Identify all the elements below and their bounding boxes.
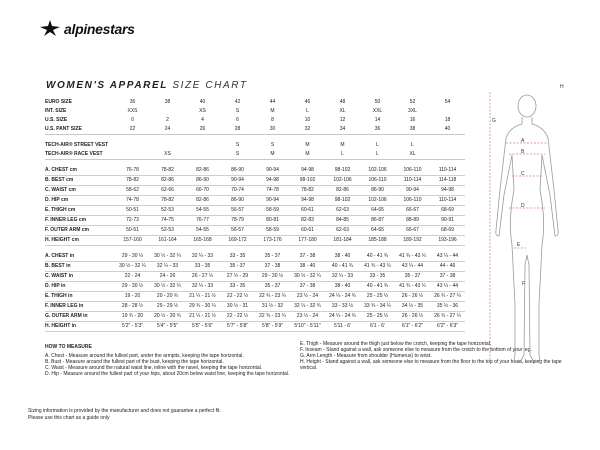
size-cell: L bbox=[411, 142, 414, 148]
measurement-row-in bbox=[45, 282, 465, 292]
size-cell: 74-75 bbox=[150, 216, 185, 226]
row-label: D. HIP cm bbox=[45, 196, 115, 206]
size-cell: 33 - 35 bbox=[220, 282, 255, 292]
size-cell: 76-78 bbox=[115, 166, 150, 176]
size-cell: 33 - 35 bbox=[185, 262, 220, 272]
size-cell: 37 - 38 bbox=[290, 252, 325, 262]
size-cell: 43 ¼ - 44 bbox=[395, 262, 430, 272]
size-cell: 27 ½ - 29 bbox=[220, 272, 255, 282]
size-cell: 6 bbox=[236, 117, 239, 123]
size-cell: 2 bbox=[166, 117, 169, 123]
size-cell: 82-86 bbox=[325, 186, 360, 196]
measurement-row-in bbox=[45, 252, 465, 262]
size-cell: 40 bbox=[199, 99, 206, 105]
row-label: U.S. SIZE bbox=[45, 117, 68, 123]
size-cell: 161-164 bbox=[150, 236, 185, 246]
size-cell bbox=[150, 107, 185, 116]
row-label: B. BEST cm bbox=[45, 176, 115, 186]
size-cell: 102-106 bbox=[360, 166, 395, 176]
row-label: C. WAIST in bbox=[45, 272, 115, 282]
size-cell: 70-74 bbox=[220, 186, 255, 196]
size-cell: 25 - 25 ½ bbox=[360, 312, 395, 322]
size-cell: 23 ½ - 24 bbox=[290, 292, 325, 302]
size-cell: 33 ¾ - 34 ¼ bbox=[360, 302, 395, 312]
size-cell: 37 - 38 bbox=[430, 272, 465, 282]
size-cell: 50-51 bbox=[115, 226, 150, 236]
size-cell: 26 - 26 ½ bbox=[395, 292, 430, 302]
size-cell: 35 - 37 bbox=[255, 282, 290, 292]
size-cell: 43 ¼ - 44 bbox=[430, 252, 465, 262]
size-cell: 41 ¾ - 43 ¼ bbox=[395, 282, 430, 292]
measurement-row-in bbox=[45, 292, 465, 302]
size-cell: 24 - 26 bbox=[150, 272, 185, 282]
size-cell: 78-82 bbox=[115, 176, 150, 186]
size-cell: 31 ½ - 32 bbox=[255, 302, 290, 312]
size-cell: 44 bbox=[269, 99, 276, 105]
measurement-row-cm bbox=[45, 226, 465, 236]
measurement-row-cm bbox=[45, 186, 465, 196]
size-cell: 26 - 26 ½ bbox=[395, 312, 430, 322]
row-label: A. CHEST in bbox=[45, 252, 115, 262]
size-cell: 40 - 41 ¾ bbox=[360, 282, 395, 292]
size-cell: 165-168 bbox=[185, 236, 220, 246]
size-cell bbox=[430, 141, 465, 150]
size-cell: 169-172 bbox=[220, 236, 255, 246]
size-cell: 62-63 bbox=[325, 226, 360, 236]
size-cell: L bbox=[376, 142, 379, 148]
size-cell: 32 bbox=[304, 126, 311, 132]
size-cell: 66-67 bbox=[395, 206, 430, 216]
page-title-bold: WOMEN'S APPAREL bbox=[46, 80, 168, 91]
size-cell: XL bbox=[339, 108, 346, 114]
size-cell: 26 ¾ - 27 ¼ bbox=[430, 292, 465, 302]
measure-instruction: B. Bust - Measure around the fullest part of the bust, keeping the tape horizontal. bbox=[45, 359, 224, 365]
size-cell: 6'2" - 6'3" bbox=[430, 322, 465, 332]
size-cell: 29 ¾ - 30 ¼ bbox=[185, 302, 220, 312]
size-cell: 22 - 22 ½ bbox=[220, 312, 255, 322]
size-cell: 110-114 bbox=[430, 196, 465, 206]
size-cell: 114-118 bbox=[430, 176, 465, 186]
size-cell bbox=[185, 150, 220, 160]
size-cell: 22 - 24 bbox=[115, 272, 150, 282]
size-cell: 5'11 - 6' bbox=[325, 322, 360, 332]
size-cell: 102-106 bbox=[360, 196, 395, 206]
size-cell: 29 - 30 ½ bbox=[115, 252, 150, 262]
measure-instruction: D. Hip - Measure around the fullest part of your hips, about 20cm below waist line, keeping the tape horizontal. bbox=[45, 371, 290, 377]
measure-instruction: A. Chest - Measure around the fullest part, under the armpits, keeping the tape horizontal. bbox=[45, 353, 244, 359]
measure-instruction: vertical. bbox=[300, 365, 318, 371]
size-cell: 22 ¾ - 23 ¼ bbox=[255, 312, 290, 322]
size-cell: 82-86 bbox=[185, 196, 220, 206]
size-chart-table bbox=[45, 98, 465, 332]
size-cell: 64-65 bbox=[360, 206, 395, 216]
size-cell: 12 bbox=[339, 117, 346, 123]
size-cell: M bbox=[305, 151, 310, 157]
measurement-row-cm bbox=[45, 206, 465, 216]
disclaimer-line: Please use this chart as a guide only bbox=[28, 415, 110, 421]
size-cell bbox=[150, 141, 185, 150]
row-label: H. HEIGHT in bbox=[45, 322, 115, 332]
body-measurement-figure bbox=[482, 80, 572, 380]
row-label: E. THIGH in bbox=[45, 292, 115, 302]
size-cell: 193-196 bbox=[430, 236, 465, 246]
size-cell: 38 - 40 bbox=[325, 252, 360, 262]
size-cell: 3XL bbox=[408, 108, 417, 114]
size-cell: 23 ½ - 24 bbox=[290, 312, 325, 322]
size-cell: 88-89 bbox=[395, 216, 430, 226]
size-cell: 30 ½ - 32 ¼ bbox=[290, 272, 325, 282]
alpinestars-star-icon bbox=[38, 20, 62, 36]
brand-logo bbox=[38, 20, 198, 38]
size-cell: M bbox=[305, 142, 310, 148]
measurement-row-in bbox=[45, 272, 465, 282]
size-cell: 5'5" - 5'6" bbox=[185, 322, 220, 332]
size-cell: 173-176 bbox=[255, 236, 290, 246]
size-cell: 29 - 30 ½ bbox=[115, 282, 150, 292]
size-cell: 41 ¾ - 43 ¼ bbox=[395, 252, 430, 262]
size-cell: 157-160 bbox=[115, 236, 150, 246]
measure-instruction: F. Inseam - Stand against a wall, ask someone else to measure from the crotch to the bottom of your leg. bbox=[300, 347, 532, 353]
size-cell: 102-106 bbox=[325, 176, 360, 186]
size-cell: 110-114 bbox=[395, 176, 430, 186]
row-label: C. WAIST cm bbox=[45, 186, 115, 196]
size-cell: 56-57 bbox=[220, 226, 255, 236]
size-cell: 90-94 bbox=[220, 176, 255, 186]
figure-marker-f: F bbox=[522, 281, 526, 287]
size-cell: 20 - 20 ¾ bbox=[150, 292, 185, 302]
size-cell: 82-83 bbox=[290, 216, 325, 226]
size-cell: 21 ¼ - 21 ½ bbox=[185, 312, 220, 322]
size-cell: 25 - 25 ½ bbox=[360, 292, 395, 302]
size-cell: 22 ¾ - 23 ¼ bbox=[255, 292, 290, 302]
size-cell: 26 ¾ - 27 ¼ bbox=[430, 312, 465, 322]
row-label: EURO SIZE bbox=[45, 99, 72, 105]
size-row bbox=[45, 98, 465, 107]
size-cell: 35 ½ - 36 bbox=[430, 302, 465, 312]
measurement-row-cm bbox=[45, 166, 465, 176]
size-cell: 24 bbox=[164, 126, 171, 132]
brand-name: alpinestars bbox=[64, 21, 135, 37]
size-cell: 22 - 22 ½ bbox=[220, 292, 255, 302]
row-label: A. CHEST cm bbox=[45, 166, 115, 176]
size-cell: 35 - 37 bbox=[395, 272, 430, 282]
size-cell: 5'7" - 5'8" bbox=[220, 322, 255, 332]
size-cell: 41 ¾ - 43 ¼ bbox=[360, 262, 395, 272]
size-cell: 5'10" - 5'11" bbox=[290, 322, 325, 332]
size-cell: S bbox=[235, 108, 240, 114]
size-cell: 40 - 41 ¾ bbox=[360, 252, 395, 262]
size-cell: 62-63 bbox=[325, 206, 360, 216]
size-cell: 185-188 bbox=[360, 236, 395, 246]
size-cell: S bbox=[235, 151, 240, 157]
size-cell: 50 bbox=[374, 99, 381, 105]
size-cell: 90-94 bbox=[395, 186, 430, 196]
size-cell: 5'4" - 5'5" bbox=[150, 322, 185, 332]
size-cell: 86-90 bbox=[185, 176, 220, 186]
size-cell: 14 bbox=[374, 117, 381, 123]
size-cell: 78-82 bbox=[150, 166, 185, 176]
size-cell: XXL bbox=[372, 108, 383, 114]
size-cell: S bbox=[235, 142, 240, 148]
size-cell: 37 - 38 bbox=[255, 262, 290, 272]
size-cell: 64-65 bbox=[360, 226, 395, 236]
size-cell: 90-94 bbox=[255, 166, 290, 176]
row-label: H. HEIGHT cm bbox=[45, 236, 115, 246]
measurement-row-in bbox=[45, 312, 465, 322]
size-cell: 74-78 bbox=[115, 196, 150, 206]
size-cell: S bbox=[270, 142, 275, 148]
size-cell: 42 bbox=[234, 99, 241, 105]
size-cell: 90-94 bbox=[255, 196, 290, 206]
row-label: TECH-AIR® RACE VEST bbox=[45, 151, 103, 157]
size-cell: 10 bbox=[304, 117, 311, 123]
size-cell: 58-62 bbox=[115, 186, 150, 196]
size-cell: 46 bbox=[304, 99, 311, 105]
size-cell: 62-66 bbox=[150, 186, 185, 196]
row-label: INT. SIZE bbox=[45, 108, 67, 114]
size-cell: 52 bbox=[409, 99, 416, 105]
size-cell: 38 - 40 bbox=[290, 262, 325, 272]
size-cell: 90-91 bbox=[430, 216, 465, 226]
size-cell: 36 bbox=[374, 126, 381, 132]
size-cell: L bbox=[341, 151, 344, 157]
size-cell: XL bbox=[409, 151, 416, 157]
figure-marker-g: G bbox=[492, 118, 496, 124]
size-cell: 74-78 bbox=[255, 186, 290, 196]
size-cell: 0 bbox=[131, 117, 134, 123]
size-cell: 28 bbox=[234, 126, 241, 132]
size-cell: 82-86 bbox=[150, 176, 185, 186]
size-cell: 82-86 bbox=[185, 166, 220, 176]
size-cell: 30 ½ - 32 ¼ bbox=[115, 262, 150, 272]
size-cell: 54-55 bbox=[185, 226, 220, 236]
figure-head bbox=[518, 95, 536, 117]
row-label: F. INNER LEG in bbox=[45, 302, 115, 312]
size-cell: 5'8" - 5'9" bbox=[255, 322, 290, 332]
size-cell bbox=[430, 150, 465, 160]
size-cell: 56-57 bbox=[220, 206, 255, 216]
size-cell: L bbox=[376, 151, 379, 157]
figure-marker-c: C bbox=[521, 171, 525, 177]
size-cell: 38 bbox=[409, 126, 416, 132]
size-cell: M bbox=[270, 151, 275, 157]
size-cell: 44 - 46 bbox=[430, 262, 465, 272]
measure-instruction: C. Waist - Measure around the natural waist line, inline with the navel, keeping the tape horizontal. bbox=[45, 365, 263, 371]
size-cell: 58-59 bbox=[255, 226, 290, 236]
size-cell: 84-85 bbox=[325, 216, 360, 226]
row-label: D. HIP in bbox=[45, 282, 115, 292]
size-cell: 26 bbox=[199, 126, 206, 132]
size-row bbox=[45, 125, 465, 135]
disclaimer bbox=[28, 408, 221, 422]
size-cell: 66-70 bbox=[185, 186, 220, 196]
size-cell: 177-180 bbox=[290, 236, 325, 246]
row-label: G. OUTER ARM in bbox=[45, 312, 115, 322]
size-cell: 68-69 bbox=[430, 206, 465, 216]
size-cell: 6'1 - 6' bbox=[360, 322, 395, 332]
size-cell: 50-51 bbox=[115, 206, 150, 216]
measurement-row-cm bbox=[45, 216, 465, 226]
figure-marker-h: H bbox=[560, 84, 564, 90]
size-cell: 181-184 bbox=[325, 236, 360, 246]
size-cell: 86-90 bbox=[360, 186, 395, 196]
size-cell: 32 ¼ - 33 bbox=[185, 252, 220, 262]
size-cell: 30 ½ - 32 ¼ bbox=[150, 252, 185, 262]
size-cell: 78-82 bbox=[290, 186, 325, 196]
size-cell: 94-98 bbox=[430, 186, 465, 196]
size-cell: 40 - 41 ¾ bbox=[325, 262, 360, 272]
size-cell: 18 bbox=[444, 117, 451, 123]
size-cell: 98-102 bbox=[325, 166, 360, 176]
size-cell: 43 ¼ - 44 bbox=[430, 282, 465, 292]
size-cell: 58-59 bbox=[255, 206, 290, 216]
size-cell: 5'2" - 5'3" bbox=[115, 322, 150, 332]
size-cell: 189-192 bbox=[395, 236, 430, 246]
size-cell bbox=[185, 141, 220, 150]
row-label: B. BEST in bbox=[45, 262, 115, 272]
size-cell: 28 - 28 ½ bbox=[115, 302, 150, 312]
how-to-measure-title: HOW TO MEASURE bbox=[45, 344, 92, 350]
size-cell: 48 bbox=[339, 99, 346, 105]
size-cell: 30 ½ - 32 ¼ bbox=[150, 282, 185, 292]
size-cell: 98-102 bbox=[290, 176, 325, 186]
measurement-row-cm bbox=[45, 196, 465, 206]
size-cell: 32 ¼ - 32 ¾ bbox=[290, 302, 325, 312]
size-cell: 36 bbox=[129, 99, 136, 105]
page-title-light: SIZE CHART bbox=[172, 80, 248, 91]
row-label: U.S. PANT SIZE bbox=[45, 126, 82, 132]
size-cell: 37 - 38 bbox=[290, 282, 325, 292]
size-row bbox=[45, 107, 465, 116]
size-cell: 33 - 33 ½ bbox=[325, 302, 360, 312]
row-label: F. INNER LEG cm bbox=[45, 216, 115, 226]
size-cell: 29 - 30 ½ bbox=[255, 272, 290, 282]
size-cell: L bbox=[306, 108, 309, 114]
size-cell: 24 ¼ - 24 ¾ bbox=[325, 312, 360, 322]
size-cell: 32 ¼ - 33 bbox=[325, 272, 360, 282]
size-cell: 54 bbox=[444, 99, 451, 105]
size-cell: 106-110 bbox=[395, 196, 430, 206]
size-cell: 34 ½ - 35 bbox=[395, 302, 430, 312]
size-cell: 35 - 37 bbox=[220, 262, 255, 272]
size-cell: 8 bbox=[271, 117, 274, 123]
size-cell: 80-81 bbox=[255, 216, 290, 226]
size-cell bbox=[115, 141, 150, 150]
size-cell: 24 ¼ - 24 ¾ bbox=[325, 292, 360, 302]
size-cell: XXS bbox=[127, 108, 138, 114]
size-cell: 22 bbox=[129, 126, 136, 132]
measurement-row-cm bbox=[45, 236, 465, 246]
size-cell bbox=[115, 150, 150, 160]
figure-marker-e: E bbox=[517, 242, 521, 248]
size-cell: XS bbox=[164, 151, 171, 157]
size-cell: XS bbox=[199, 108, 206, 114]
size-cell: 106-110 bbox=[360, 176, 395, 186]
row-label: TECH-AIR® STREET VEST bbox=[45, 142, 109, 148]
size-cell: 86-90 bbox=[220, 166, 255, 176]
size-cell: 38 - 40 bbox=[325, 282, 360, 292]
size-cell: 38 bbox=[164, 99, 171, 105]
figure-marker-d: D bbox=[521, 203, 525, 209]
size-cell: 86-90 bbox=[220, 196, 255, 206]
size-cell: 19 ¾ - 20 bbox=[115, 312, 150, 322]
measurement-row-in bbox=[45, 302, 465, 312]
size-cell: 68-69 bbox=[430, 226, 465, 236]
page-title bbox=[46, 80, 248, 91]
size-cell: 21 ¼ - 21 ½ bbox=[185, 292, 220, 302]
size-cell: 98-102 bbox=[325, 196, 360, 206]
measurement-row-in bbox=[45, 322, 465, 332]
row-label: E. THIGH cm bbox=[45, 206, 115, 216]
size-cell: 40 bbox=[444, 126, 451, 132]
size-cell: 16 bbox=[409, 117, 416, 123]
size-cell: M bbox=[340, 142, 345, 148]
size-cell: 54-55 bbox=[185, 206, 220, 216]
size-cell: 20 ½ - 20 ¾ bbox=[150, 312, 185, 322]
disclaimer-line: Sizing information is provided by the manufacturer and does not guarantee a perfect fit. bbox=[28, 408, 221, 414]
size-cell: 86-87 bbox=[360, 216, 395, 226]
size-cell: 52-53 bbox=[150, 206, 185, 216]
vest-row bbox=[45, 150, 465, 160]
size-cell: 78-82 bbox=[150, 196, 185, 206]
size-cell: 66-67 bbox=[395, 226, 430, 236]
size-cell: 94-98 bbox=[290, 196, 325, 206]
size-cell: 32 ¼ - 33 bbox=[150, 262, 185, 272]
size-cell: 33 - 35 bbox=[220, 252, 255, 262]
size-cell: 19 - 20 bbox=[115, 292, 150, 302]
measurement-row-cm bbox=[45, 176, 465, 186]
size-row bbox=[45, 116, 465, 125]
size-cell: 26 - 27 ½ bbox=[185, 272, 220, 282]
size-cell: 106-110 bbox=[395, 166, 430, 176]
size-cell: 4 bbox=[201, 117, 204, 123]
row-label: F. OUTER ARM cm bbox=[45, 226, 115, 236]
size-cell: 94-98 bbox=[290, 166, 325, 176]
figure-marker-b: B bbox=[521, 149, 525, 155]
size-cell: 6'1" - 6'2" bbox=[395, 322, 430, 332]
size-cell: 34 bbox=[339, 126, 346, 132]
size-cell: 35 - 37 bbox=[255, 252, 290, 262]
measure-instruction: E. Thigh - Measure around the thigh just below the crotch, keeping the tape horizontal. bbox=[300, 341, 492, 347]
size-cell: 52-53 bbox=[150, 226, 185, 236]
size-cell: 72-73 bbox=[115, 216, 150, 226]
figure-marker-a: A bbox=[521, 138, 525, 144]
size-cell: 30 bbox=[269, 126, 276, 132]
size-cell bbox=[430, 107, 465, 116]
size-cell: 76-77 bbox=[185, 216, 220, 226]
vest-row bbox=[45, 141, 465, 150]
measure-instruction: H. Height - Stand against a wall, ask someone else to measure from the floor to the top of your head, keeping the tape bbox=[300, 359, 562, 365]
measurement-row-in bbox=[45, 262, 465, 272]
size-cell: 60-61 bbox=[290, 226, 325, 236]
size-cell: 94-98 bbox=[255, 176, 290, 186]
size-cell: 78-79 bbox=[220, 216, 255, 226]
measure-instruction: G. Arm Length - Measure from shoulder (Humerus) to wrist. bbox=[300, 353, 432, 359]
size-cell: 32 ¼ - 33 bbox=[185, 282, 220, 292]
size-cell: 30 ½ - 31 bbox=[220, 302, 255, 312]
size-cell: 33 - 35 bbox=[360, 272, 395, 282]
size-cell: 29 - 29 ½ bbox=[150, 302, 185, 312]
size-cell: 110-114 bbox=[430, 166, 465, 176]
size-cell: 60-61 bbox=[290, 206, 325, 216]
size-cell: M bbox=[270, 108, 275, 114]
